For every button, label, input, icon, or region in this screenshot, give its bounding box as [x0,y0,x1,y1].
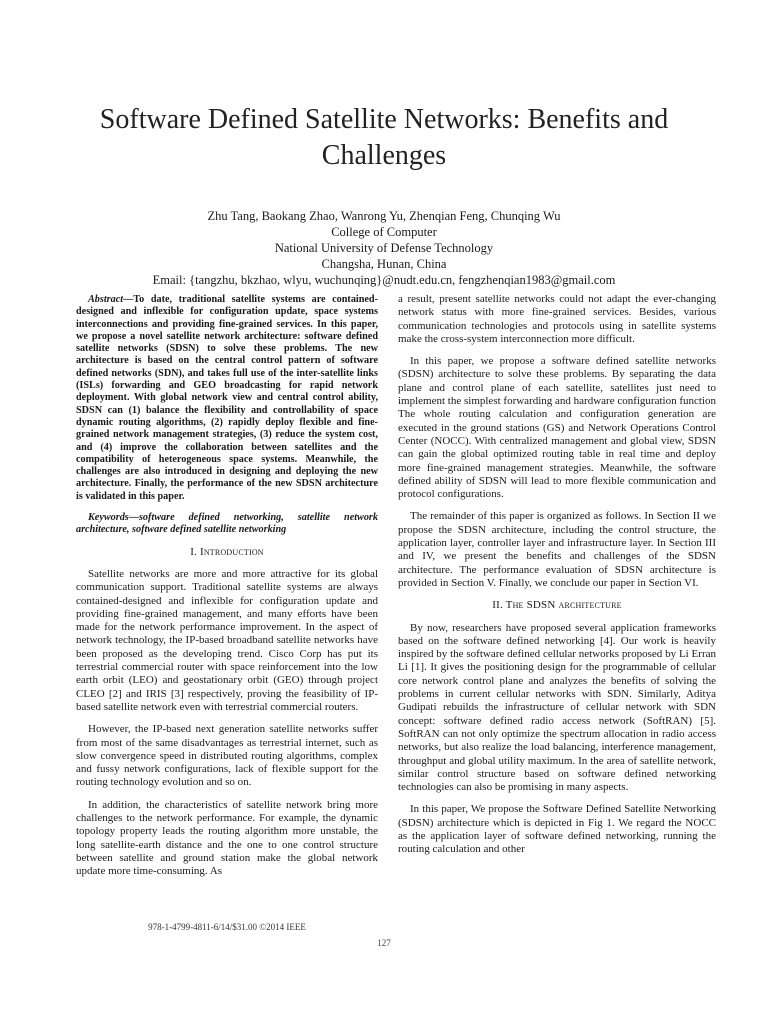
affiliation-college: College of Computer [331,225,437,239]
authors: Zhu Tang, Baokang Zhao, Wanrong Yu, Zhenqian Feng, Chunqing Wu [207,209,561,223]
keywords: Keywords—software defined networking, satellite network architecture, software defined satellite networking [76,512,378,536]
right-column [398,293,716,866]
author-email: Email: {tangzhu, bkzhao, wlyu, wuchunqing}@nudt.edu.cn, fengzhenqian1983@gmail.com [152,273,616,287]
left-column [76,294,378,887]
architecture-paragraph-2: In this paper, We propose the Software Defined Satellite Networking (SDSN) architecture which is depicted in Fig 1. We regard the NOCC as the application layer of software defined networking, running the routing calculation and other [398,803,716,856]
affiliation-location: Changsha, Hunan, China [321,257,447,271]
author-block [60,208,708,288]
intro-paragraph-4: In this paper, we propose a software defined satellite networks (SDSN) architecture to solve these problems. By separating the data plane and control plane of each satellite, satellites just need to implement the simplest forwarding and hardware configuration function The whole routing calculation and configuration generation are executed in the ground stations (GS) and Network Operations Control Center (NOCC). With centralized management and global view, SDSN can gain the global optimized routing table in real time and deploy more fine-grained management strategies. Meanwhile, the software defined ability of SDSN will lead to more flexible communication and protocol configurations. [398,355,716,501]
intro-paragraph-2: However, the IP-based next generation satellite networks suffer from most of the same disadvantages as terrestrial internet, such as slow convergence speed in distributed routing algorithms, complex and fussy network configurations, lack of flexible support for the routing technology evolution and so on. [76,723,378,789]
section-heading-introduction: I. Introduction [190,545,264,558]
copyright-notice: 978-1-4799-4811-6/14/$31.00 ©2014 IEEE [148,922,306,932]
paper-title: Software Defined Satellite Networks: Benefits and Challenges [99,104,669,171]
intro-paragraph-5: The remainder of this paper is organized as follows. In Section II we propose the SDSN architecture, including the control structure, the application layer, controller layer and infrastructure layer. In Section III and IV, we present the benefits and challenges of the SDSN architecture. The performance evaluation of SDSN architecture is provided in Section V. Finally, we conclude our paper in Section VI. [398,510,716,589]
abstract-label: Abstract [88,294,124,305]
intro-paragraph-3: In addition, the characteristics of satellite network bring more challenges to the network performance. For example, the dynamic topology property leads the routing algorithm more unstable, the long satellite-earth distance and the one to one control structure between satellite and ground station make the global network update more time-consuming. As [76,798,378,878]
intro-paragraph-3-continued: a result, present satellite networks could not adapt the ever-changing network status with more fine-grained services. Besides, various communication technologies and protocols using in satellite systems make the cross-system interconnection more difficult. [398,293,716,345]
affiliation-university: National University of Defense Technology [274,241,494,255]
section-heading-architecture: II. The SDSN architecture [492,599,622,612]
architecture-paragraph-1: By now, researchers have proposed several application frameworks based on the software defined networking [4]. Our work is heavily inspired by the software defined cellular networks proposed by Li Erran Li [1]. It gives the positioning design for the programmable of cellular core network control plane and analyzes the benefits of solving the problems in current cellular networks with SDN. Similarly, Aditya Gudipati rebuilds the infrastructure of cellular network with SDN concept: software defined radio access network (SoftRAN) [5]. SoftRAN can not only optimize the spectrum allocation in radio access networks, but also realize the load balancing, interference management, throughput and global utility maximum. In the area of satellite network, similar control structure based on software defined networking technologies can also be promising in many aspects. [398,621,716,794]
intro-paragraph-1: Satellite networks are more and more attractive for its global communication support. Traditional satellite systems are always contained-designed and inflexible for configuration update and providing fine-grained management, and many efforts have been made for the network performance improvement. In the aspect of network technology, the IP-based broadband satellite networks have been proposed as the developing trend. Cisco Corp has put its terrestrial commercial router with space reinforcement into the low earth orbit (LEO) and geostationary orbit (GEO) through project CLEO [2] and IRIS [3] respectively, proving the feasibility of IP-based satellite network even with terrestrial commercial routers. [76,567,378,713]
page-number: 127 [377,938,391,948]
abstract-text: —To date, traditional satellite systems are contained-designed and inflexible for configuration update, space systems interconnections and providing fine-grained services. In this paper, we propose a novel satellite network architecture: software defined satellite networks (SDSN) to solve these problems. The new architecture is based on the central control pattern of software defined networks (SDN), and takes full use of the inter-satellite links (ISLs) forwarding and GEO broadcasting for rapid network deployment. With global network view and central control ability, SDSN can (1) balance the flexibility and controllability of space dynamic routing algorithms, (2) rapidly deploy flexible and fine-grained network management strategies, (3) reduce the system cost, and (4) improve the collaboration between satellites and the compatibility of heterogeneous space systems. Meanwhile, the challenges are also introduced in designing and deploying the new architecture. Finally, the performance of the new SDSN architecture is validated in this paper. [76,294,378,502]
abstract [76,294,378,503]
